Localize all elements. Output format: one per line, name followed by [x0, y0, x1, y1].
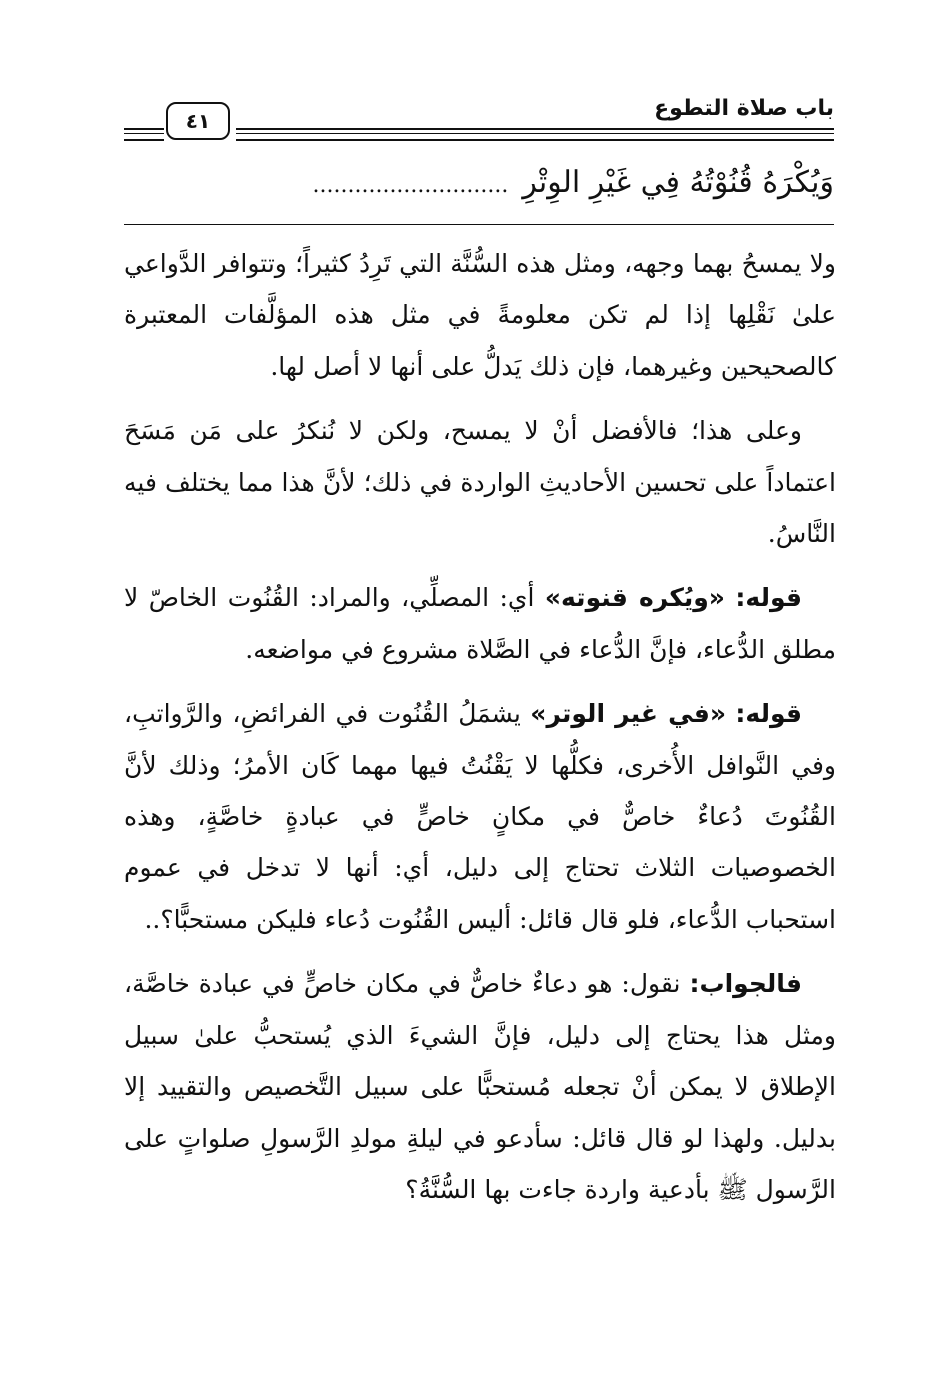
matn-divider: [124, 224, 834, 225]
page-number: ٤١: [166, 102, 230, 140]
header-rule-left: [124, 128, 164, 141]
paragraph: [124, 688, 836, 945]
paragraph-text: أي: المصلِّي، والمراد: القُنُوت الخاصّ لا مطلق الدُّعاء، فإنَّ الدُّعاء في الصَّلاة مشروع في مواضعه.: [124, 583, 836, 664]
running-title: باب صلاة التطوع: [654, 96, 834, 121]
paragraph-lead: فالجواب:: [689, 969, 802, 999]
quoted-matn: «في غير الوتر»: [530, 699, 726, 729]
commentary-body: [124, 238, 836, 1228]
paragraph-text: ولا يمسحُ بهما وجهه، ومثل هذه السُّنَّة التي تَرِدُ كثيراً؛ وتتوافر الدَّواعي علىٰ نَقْلِها إذا لم تكن معلومةً في مثل هذه المؤلَّفات المعتبرة كالصحيحين وغيرهما، فإن ذلك يَدلُّ على أنها لا أصل لها.: [124, 249, 836, 381]
quoted-matn: «ويُكره قنوته»: [544, 583, 725, 613]
paragraph: [124, 405, 836, 559]
paragraph: [124, 238, 836, 392]
page-header: [124, 96, 834, 146]
header-rule: [236, 128, 834, 141]
paragraph: [124, 572, 836, 675]
paragraph-text: وعلى هذا؛ فالأفضل أنْ لا يمسح، ولكن لا نُنكرُ على مَن مَسَحَ اعتماداً على تحسين الأحاديثِ الواردة في ذلك؛ لأنَّ هذا مما يختلف فيه النَّاسُ.: [124, 416, 836, 549]
paragraph-text: نقول: هو دعاءٌ خاصٌّ في مكان خاصٍّ في عبادة خاصَّة، ومثل هذا يحتاج إلى دليل، فإنَّ الشيءَ الذي يُستحبُّ علىٰ سبيل الإطلاق لا يمكن أنْ تجعله مُستحبًّا على سبيل التَّخصيص والتقييد إلا بدليل. ولهذا لو قال قائل: سأدعو في ليلةِ مولدِ الرَّسولِ صلواتٍ على الرَّسول ﷺ بأدعية واردة جاءت بها السُّنَّةُ؟: [124, 969, 836, 1204]
matn-line: [124, 158, 834, 214]
paragraph-text: يشمَلُ القُنُوت في الفرائضِ، والرَّواتبِ، وفي النَّوافل الأُخرى، فكلُّها لا يَقْنُتُ فيها مهما كَان الأمرُ؛ وذلك لأنَّ القُنُوتَ دُعاءٌ خاصٌّ في مكانٍ خاصٍّ في عبادةٍ خاصَّةٍ، وهذه الخصوصيات الثلاث تحتاج إلى دليل، أي: أنها لا تدخل في عموم استحباب الدُّعاء، فلو قال قائل: أليس القُنُوت دُعاء فليكن مستحبًّا؟..: [124, 699, 836, 934]
matn-dots: ............................: [312, 173, 509, 198]
paragraph-lead: قوله:: [735, 583, 802, 613]
matn-text: وَيُكْرَهُ قُنُوْتُهُ فِي غَيْرِ الوِتْرِ: [522, 165, 834, 200]
paragraph-lead: قوله:: [735, 699, 802, 729]
paragraph: [124, 958, 836, 1215]
